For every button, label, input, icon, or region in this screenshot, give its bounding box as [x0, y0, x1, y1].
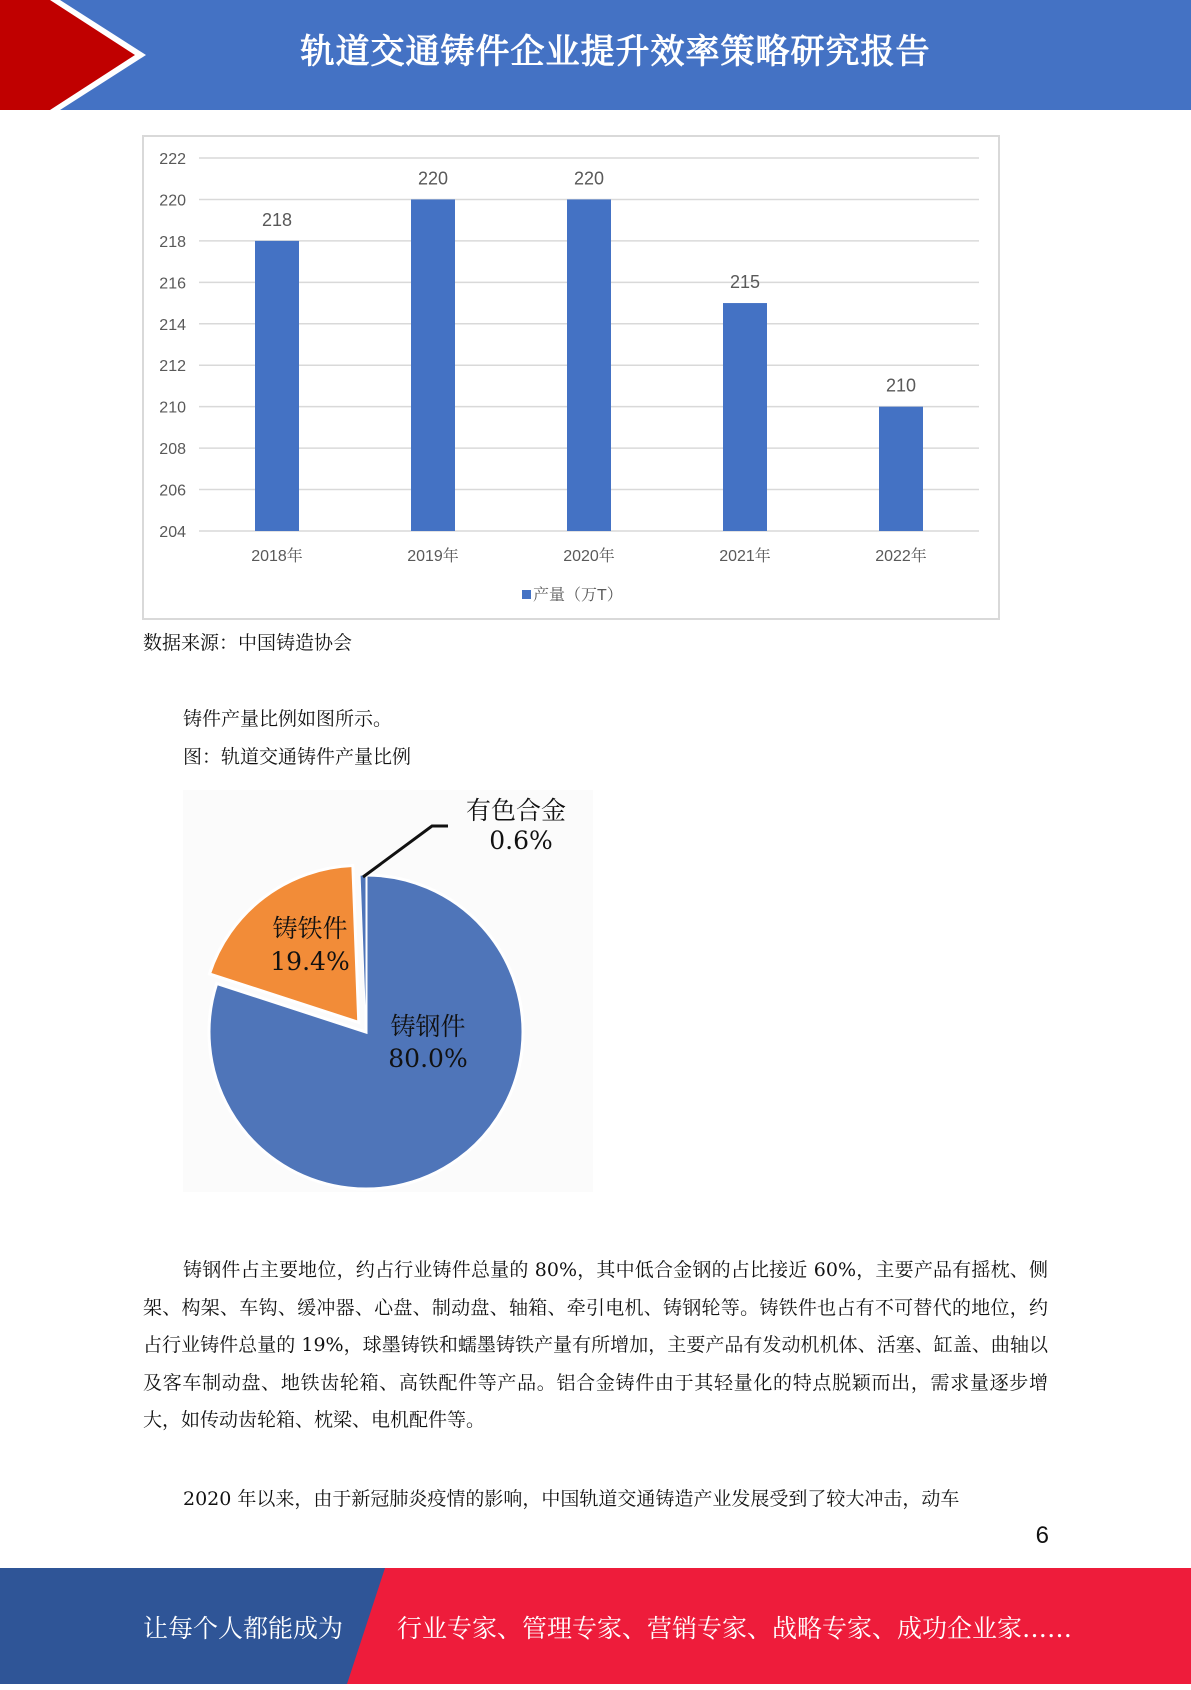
bar-value-label: 210: [885, 375, 917, 396]
production-bar-chart: [142, 135, 1000, 620]
bar-chart-svg: [144, 137, 1002, 622]
pie-label-cast-iron-pct: 19.4%: [270, 947, 350, 976]
bar: [879, 407, 923, 531]
y-tick-label: 220: [159, 192, 186, 210]
casting-share-pie-chart: [183, 790, 593, 1192]
bar: [255, 241, 299, 531]
bar: [567, 199, 611, 531]
y-tick-label: 218: [159, 233, 186, 251]
y-tick-label: 210: [159, 399, 186, 417]
bar: [411, 199, 455, 531]
legend-swatch: [522, 590, 531, 599]
pie-chart-svg: [183, 790, 593, 1192]
page-header: [0, 0, 1191, 110]
report-title: 轨道交通铸件企业提升效率策略研究报告: [300, 32, 931, 72]
y-tick-label: 206: [159, 482, 186, 500]
legend-label: 产量（万T）: [533, 587, 623, 604]
body-paragraph-1: 铸钢件占主要地位，约占行业铸件总量的 80%，其中低合金钢的占比接近 60%，主要产品有摇枕、侧架、构架、车钩、缓冲器、心盘、制动盘、轴箱、牵引电机、铸钢轮等。铸铁件也占有不可替代的地位，约占行业铸件总量的 19%，球墨铸铁和蠕墨铸铁产量有所增加，主要产品有发动机机体、活塞、缸盖、曲轴以及客车制动盘、地铁齿轮箱、高铁配件等产品。铝合金铸件由于其轻量化的特点脱颖而出，需求量逐步增大，如传动齿轮箱、枕梁、电机配件等。: [143, 1259, 1048, 1431]
pie-label-cast-steel-pct: 80.0%: [388, 1044, 468, 1073]
y-tick-label: 216: [159, 275, 186, 293]
y-tick-label: 222: [159, 151, 186, 168]
y-tick-label: 212: [159, 358, 186, 376]
bar-value-label: 220: [573, 168, 605, 189]
footer-slogan-right: 行业专家、管理专家、营销专家、战略专家、成功企业家……: [397, 1614, 1073, 1643]
y-tick-label: 208: [159, 441, 186, 459]
bar-value-label: 215: [729, 272, 761, 293]
x-tick-label: 2020年: [563, 548, 615, 565]
intro-line: 铸件产量比例如图所示。: [183, 708, 393, 730]
pie-slice-nonferrous: [360, 875, 366, 1032]
body-paragraph-2: 2020 年以来，由于新冠肺炎疫情的影响，中国轨道交通铸造产业发展受到了较大冲击，动车: [183, 1488, 960, 1510]
leader-line: [363, 826, 448, 877]
x-tick-label: 2022年: [875, 548, 927, 565]
y-tick-label: 214: [159, 316, 186, 334]
x-tick-label: 2019年: [407, 548, 459, 565]
bar: [723, 303, 767, 531]
bar-value-label: 218: [261, 209, 293, 230]
data-source-note: 数据来源：中国铸造协会: [143, 632, 353, 654]
footer-slogan-left: 让每个人都能成为: [143, 1614, 344, 1643]
figure-caption: 图：轨道交通铸件产量比例: [183, 746, 412, 768]
pie-label-nonferrous-pct: 0.6%: [489, 826, 553, 855]
x-tick-label: 2021年: [719, 548, 771, 565]
page-number: 6: [1035, 1522, 1049, 1549]
x-tick-label: 2018年: [251, 548, 303, 565]
y-tick-label: 204: [159, 524, 186, 541]
pie-label-cast-steel-name: 铸钢件: [390, 1012, 466, 1041]
pie-label-nonferrous-name: 有色合金: [465, 796, 567, 825]
page-footer: [0, 1568, 1191, 1684]
pie-label-cast-iron-name: 铸铁件: [272, 914, 348, 943]
bar-value-label: 220: [417, 168, 449, 189]
